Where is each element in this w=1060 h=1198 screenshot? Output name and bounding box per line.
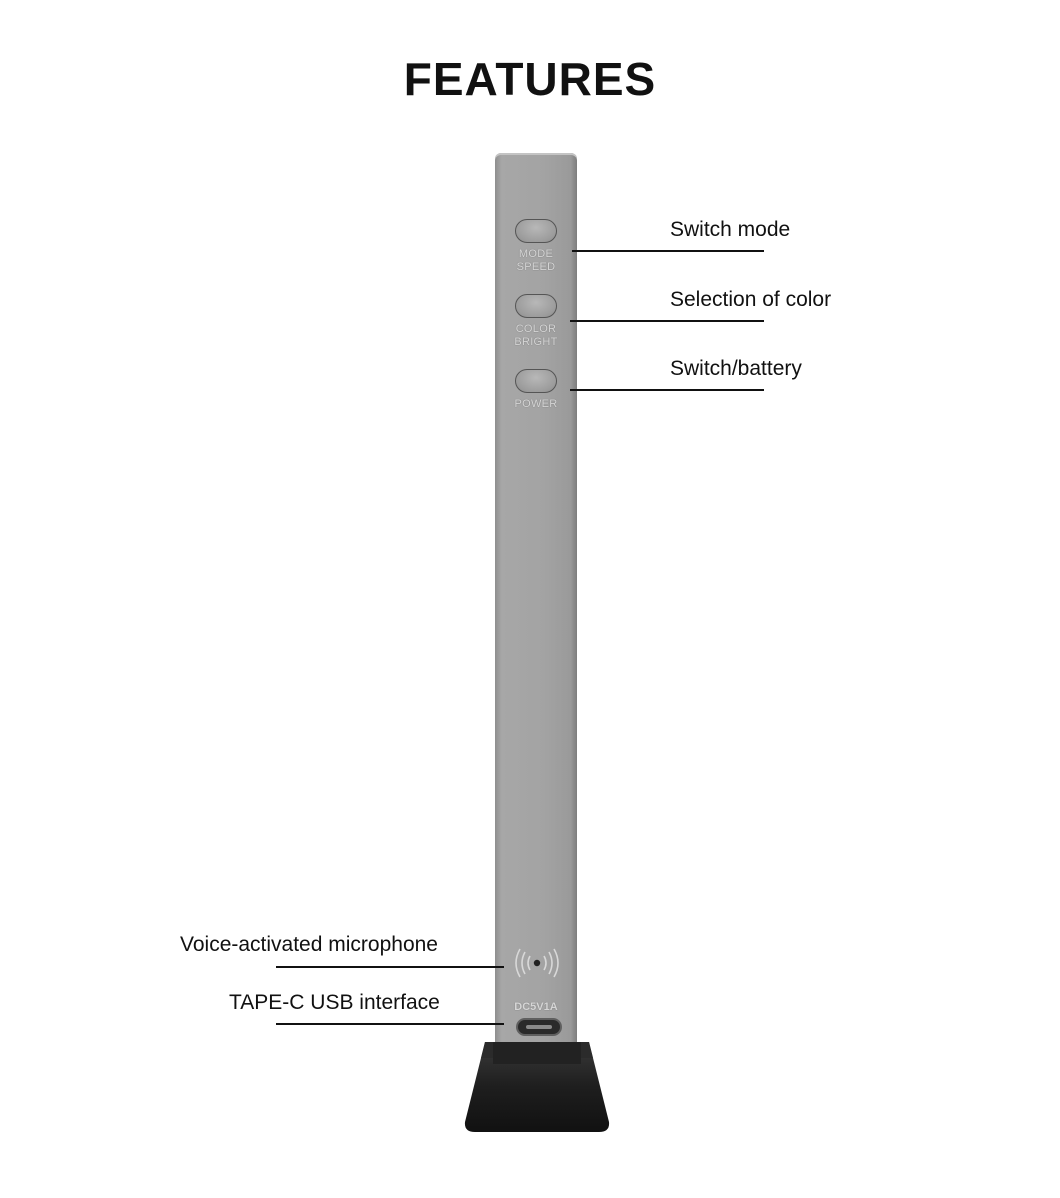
device-stand xyxy=(463,1040,611,1134)
switch-mode-label: Switch mode xyxy=(670,218,791,241)
switch-battery-label: Switch/battery xyxy=(670,357,802,380)
power-button[interactable] xyxy=(515,369,557,393)
light-bar-device xyxy=(495,153,577,1068)
usb-interface-label: TAPE-C USB interface xyxy=(229,991,440,1014)
switch-battery-leader-line xyxy=(570,389,764,391)
mode-speed-label: MODE SPEED xyxy=(516,248,556,273)
port-label: DC5V1A xyxy=(514,1001,558,1013)
usb-c-port-icon[interactable] xyxy=(516,1018,562,1036)
sound-wave-icon xyxy=(511,943,563,983)
switch-mode-leader-line xyxy=(572,250,764,252)
page-title: FEATURES xyxy=(403,53,657,105)
selection-of-color-leader-line xyxy=(570,320,764,322)
color-bright-button[interactable] xyxy=(515,294,557,318)
usb-interface-leader-line xyxy=(276,1023,504,1025)
power-label: POWER xyxy=(514,398,558,410)
mode-speed-button[interactable] xyxy=(515,219,557,243)
microphone-leader-line xyxy=(276,966,504,968)
color-bright-label: COLOR BRIGHT xyxy=(514,323,558,348)
microphone-label: Voice-activated microphone xyxy=(180,933,438,956)
selection-of-color-label: Selection of color xyxy=(670,288,832,311)
